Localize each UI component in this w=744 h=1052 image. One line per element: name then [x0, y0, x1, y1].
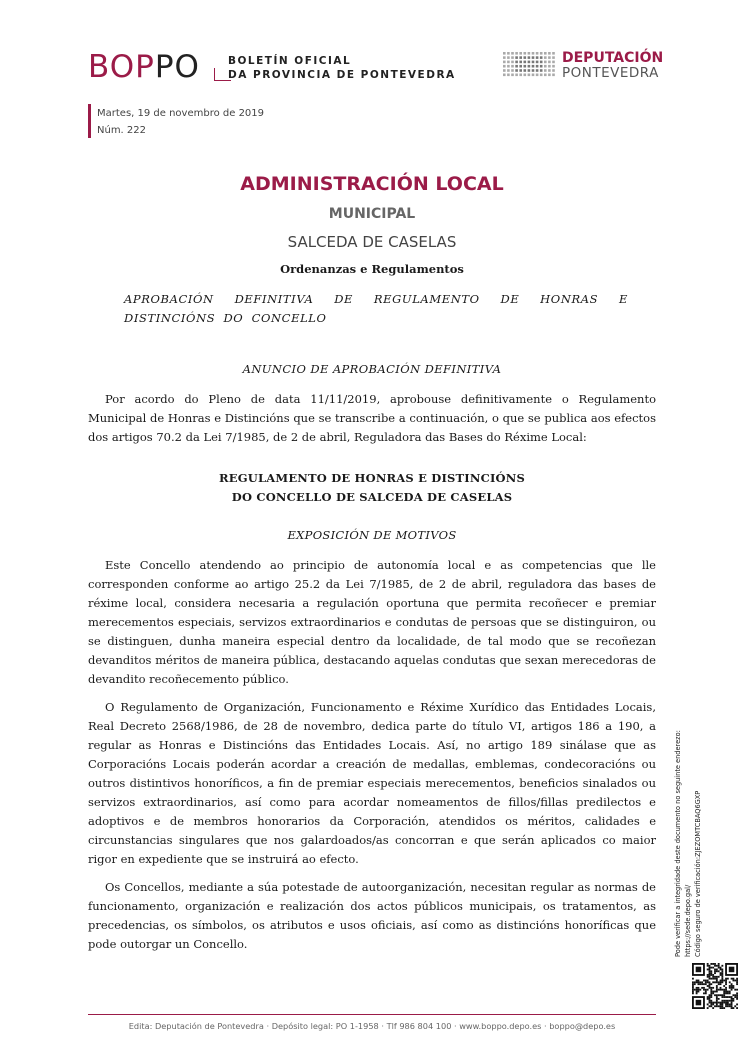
issue-info	[97, 105, 264, 139]
logo-bop: BOP	[88, 49, 155, 85]
body-paragraph-3: Os Concellos, mediante a súa potestade de autoorganización, necesitan regular as normas de funcionamento, organización e realización dos actos públicos municipais, os tratamentos, as precedencias, os símbolos, os atributos e usos oficiais, así como as distincións honoríficas que pode outorgar un Concello.	[88, 880, 656, 951]
issue-number: Núm. 222	[97, 125, 147, 136]
deputacion-line1: DEPUTACIÓN	[562, 50, 664, 66]
boletin-name	[228, 54, 456, 82]
deputacion-line2: PONTEVEDRA	[562, 65, 659, 81]
verification-url[interactable]: https://sede.depo.gal/	[684, 884, 692, 957]
announcement-heading: ANUNCIO DE APROBACIÓN DEFINITIVA	[242, 362, 502, 376]
verification-code: Código seguro de verificación:ZJEZOMTCBAQ6GXP	[694, 790, 702, 957]
regulation-title-line2: DO CONCELLO DE SALCEDA DE CASELAS	[231, 490, 513, 504]
deputacion-logo-icon	[503, 52, 557, 78]
boppo-logo	[88, 50, 200, 84]
footer-text: Edita: Deputación de Pontevedra · Depósito legal: PO 1-1958 · Tlf 986 804 100 · www.boppo.depo.es · boppo@depo.es	[128, 1021, 616, 1031]
boletin-line1: BOLETÍN OFICIAL	[228, 55, 352, 67]
date-accent-bar	[88, 104, 91, 138]
body-paragraph-2: O Regulamento de Organización, Funcionamento e Réxime Xurídico das Entidades Locais, Real Decreto 2568/1986, de 28 de novembro, dedica parte do título VI, artigos 186 a 190, a regular as Honras e Distincións das Entidades Locais. Así, no artigo 189 sinálase que as Corporacións Locais poderán acordar a creación de medallas, emblemas, condecoracións ou outros distintivos honoríficos, a fin de premiar especiais merecementos, beneficios sinalados ou servizos extraordinarios, así como para acordar nomeamentos de fillos/fillas predilectos e adoptivos e de membros honorarios da Corporación, atendidos os méritos, calidades e circunstancias singulares que nos galardoados/as concorran e que serán aplicados co maior rigor en expediente que se instruirá ao efecto.	[88, 700, 656, 866]
issue-date: Martes, 19 de novembro de 2019	[97, 108, 265, 119]
verification-line1: Pode verificar a integridade deste documento no seguinte enderezo:	[674, 730, 682, 957]
intro-paragraph: Por acordo do Pleno de data 11/11/2019, aprobouse definitivamente o Regulamento Municipal de Honras e Distincións que se transcribe a continuación, o que se publica aos efectos dos artigos 70.2 da Lei 7/1985, de 2 de abril, Reguladora das Bases do Réxime Local:	[88, 392, 656, 444]
subsection-title: MUNICIPAL	[328, 206, 416, 222]
document-title: APROBACIÓN DEFINITIVA DE REGULAMENTO DE HONRAS E DISTINCIÓNS DO CONCELLO	[124, 292, 628, 325]
regulation-title	[88, 469, 656, 507]
regulation-title-line1: REGULAMENTO DE HONRAS E DISTINCIÓNS	[219, 471, 525, 485]
category-label: Ordenanzas e Regulamentos	[280, 262, 464, 276]
section-title: ADMINISTRACIÓN LOCAL	[240, 173, 504, 195]
exposition-heading: EXPOSICIÓN DE MOTIVOS	[287, 528, 457, 542]
verification-note	[673, 727, 739, 957]
entity-name: SALCEDA DE CASELAS	[287, 233, 457, 251]
boletin-line2: DA PROVINCIA DE PONTEVEDRA	[228, 69, 456, 81]
deputacion-logo	[562, 51, 663, 81]
footer-divider	[88, 1014, 656, 1015]
qr-code-icon	[692, 963, 738, 1009]
body-paragraph-1: Este Concello atendendo ao principio de autonomía local e as competencias que lle corresponden conforme ao artigo 25.2 da Lei 7/1985, de 2 de abril, reguladora das bases de réxime local, considera necesaria a regulación oportuna que permita recoñecer e premiar merecementos especiais, servizos extraordinarios e condutas de persoas que se distinguiron, ou se distinguen, dunha maneira especial dentro da localidade, de tal modo que se recoñezan devanditos méritos de maneira pública, destacando aquelas condutas que sexan merecedoras de devandito recoñecemento público.	[88, 558, 656, 686]
logo-po: PO	[154, 49, 200, 85]
